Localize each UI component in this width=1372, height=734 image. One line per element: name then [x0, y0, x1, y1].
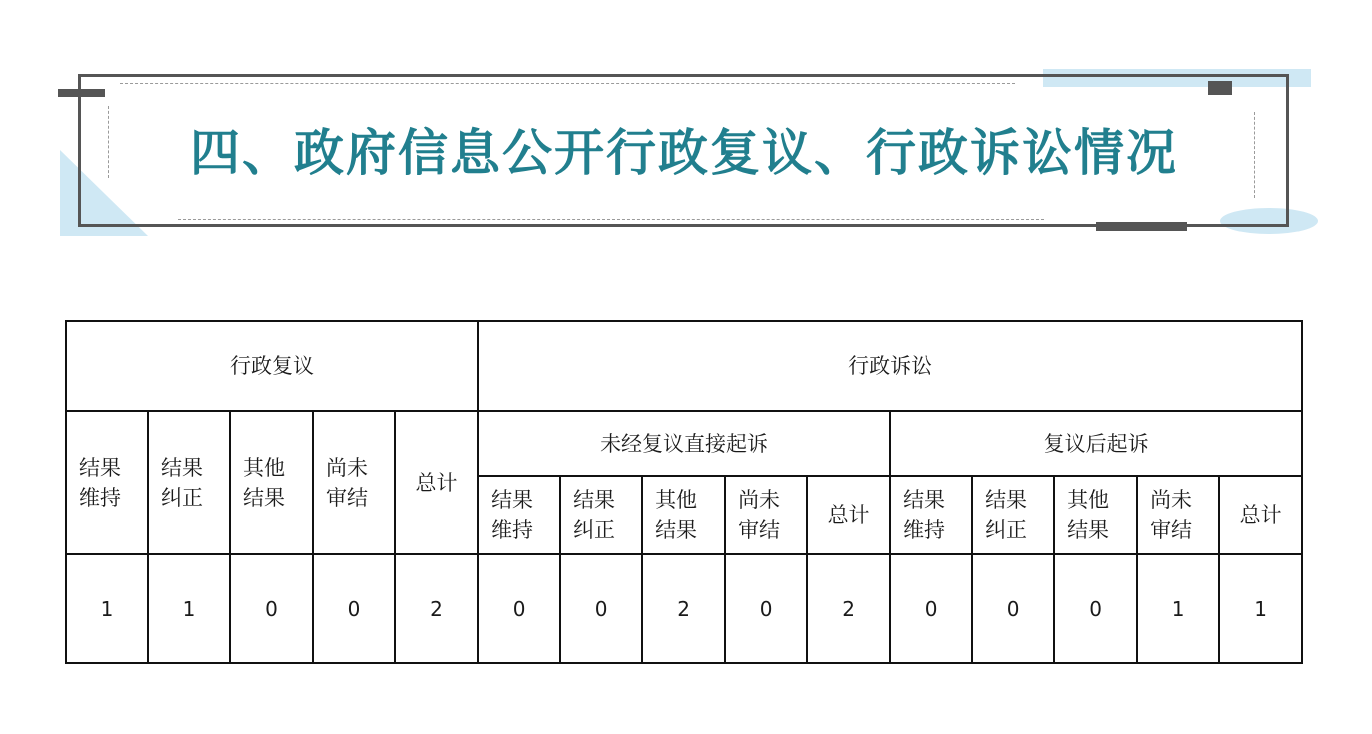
- header-direct-pending: 尚未审结: [725, 476, 807, 554]
- cell-direct-corrected: 0: [560, 554, 642, 663]
- cell-after-pending: 1: [1137, 554, 1219, 663]
- header-litigation-direct: 未经复议直接起诉: [478, 411, 890, 476]
- decor-dark-bar-left: [58, 89, 105, 97]
- header-administrative-review: 行政复议: [66, 321, 478, 411]
- decor-dark-square: [1208, 81, 1232, 95]
- header-review-other: 其他结果: [230, 411, 313, 554]
- header-review-pending: 尚未审结: [313, 411, 395, 554]
- cell-review-pending: 0: [313, 554, 395, 663]
- cell-direct-total: 2: [807, 554, 890, 663]
- cell-after-corrected: 0: [972, 554, 1054, 663]
- table-data-row: [66, 554, 1302, 663]
- header-direct-upheld: 结果维持: [478, 476, 560, 554]
- header-direct-total: 总计: [807, 476, 890, 554]
- header-after-upheld: 结果维持: [890, 476, 972, 554]
- table-header-row-2: [66, 411, 1302, 476]
- review-litigation-table: [65, 320, 1303, 664]
- decor-dashed-line-right: [1254, 112, 1255, 198]
- decor-dashed-line-top: [120, 83, 1015, 84]
- header-after-pending: 尚未审结: [1137, 476, 1219, 554]
- header-litigation-after-review: 复议后起诉: [890, 411, 1302, 476]
- header-administrative-litigation: 行政诉讼: [478, 321, 1302, 411]
- header-review-upheld: 结果维持: [66, 411, 148, 554]
- cell-direct-upheld: 0: [478, 554, 560, 663]
- cell-review-total: 2: [395, 554, 478, 663]
- header-review-corrected: 结果纠正: [148, 411, 230, 554]
- cell-after-total: 1: [1219, 554, 1302, 663]
- cell-review-upheld: 1: [66, 554, 148, 663]
- decor-dashed-line-bottom: [178, 219, 1044, 220]
- cell-review-corrected: 1: [148, 554, 230, 663]
- cell-after-other: 0: [1054, 554, 1137, 663]
- header-direct-corrected: 结果纠正: [560, 476, 642, 554]
- header-review-total: 总计: [395, 411, 478, 554]
- decor-dashed-line-left: [108, 106, 109, 178]
- table-header-row-1: [66, 321, 1302, 411]
- cell-after-upheld: 0: [890, 554, 972, 663]
- header-direct-other: 其他结果: [642, 476, 725, 554]
- page-title: 四、政府信息公开行政复议、行政诉讼情况: [190, 124, 1178, 182]
- header-after-other: 其他结果: [1054, 476, 1137, 554]
- cell-direct-pending: 0: [725, 554, 807, 663]
- header-after-total: 总计: [1219, 476, 1302, 554]
- decor-dark-bar-bottom: [1096, 222, 1187, 231]
- header-after-corrected: 结果纠正: [972, 476, 1054, 554]
- cell-direct-other: 2: [642, 554, 725, 663]
- cell-review-other: 0: [230, 554, 313, 663]
